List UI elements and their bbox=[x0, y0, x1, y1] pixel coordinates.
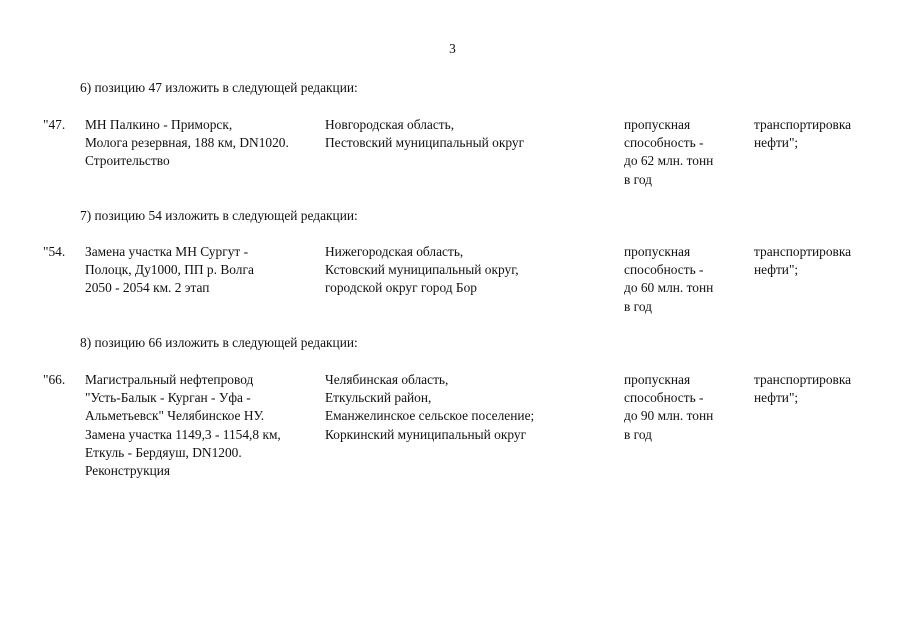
location-line: Коркинский муниципальный округ bbox=[325, 426, 527, 442]
object-name bbox=[85, 371, 281, 480]
object-purpose bbox=[754, 371, 851, 407]
location-line: Еманжелинское сельское поселение; bbox=[325, 408, 535, 424]
object-purpose bbox=[754, 243, 851, 279]
object-capacity bbox=[624, 371, 713, 444]
capacity-line: пропускная bbox=[624, 117, 691, 132]
object-name-line: "Усть-Балык - Курган - Уфа - bbox=[85, 390, 251, 406]
object-name-line: 2050 - 2054 км. 2 этап bbox=[85, 280, 210, 296]
object-name-line: Строительство bbox=[85, 153, 170, 169]
purpose-line: транспортировка bbox=[754, 244, 852, 259]
capacity-line: способность - bbox=[624, 262, 704, 278]
object-name-line: Реконструкция bbox=[85, 463, 171, 479]
location-line: Нижегородская область, bbox=[325, 244, 464, 259]
location-line: Еткульский район, bbox=[325, 390, 432, 406]
instruction-8: 8) позицию 66 изложить в следующей редакции: bbox=[80, 335, 358, 350]
capacity-line: пропускная bbox=[624, 244, 691, 259]
capacity-line: способность - bbox=[624, 390, 704, 406]
location-line: Челябинская область, bbox=[325, 372, 449, 387]
capacity-line: в год bbox=[624, 426, 652, 442]
object-name-line: Молога резервная, 188 км, DN1020. bbox=[85, 135, 289, 151]
object-name-line: Замена участка 1149,3 - 1154,8 км, bbox=[85, 426, 281, 442]
object-name-line: Альметьевск" Челябинское НУ. bbox=[85, 408, 265, 424]
object-name-line: Полоцк, Ду1000, ПП р. Волга bbox=[85, 262, 254, 278]
purpose-line: транспортировка bbox=[754, 117, 852, 132]
page-number: 3 bbox=[449, 41, 456, 56]
location-line: Кстовский муниципальный округ, bbox=[325, 262, 519, 278]
object-capacity bbox=[624, 243, 713, 316]
capacity-line: до 60 млн. тонн bbox=[624, 280, 714, 296]
capacity-line: до 62 млн. тонн bbox=[624, 153, 714, 169]
position-number: "54. bbox=[43, 244, 66, 259]
purpose-line: нефти"; bbox=[754, 135, 799, 151]
capacity-line: способность - bbox=[624, 135, 704, 151]
location-line: городской округ город Бор bbox=[325, 280, 478, 296]
instruction-7: 7) позицию 54 изложить в следующей редакции: bbox=[80, 208, 358, 223]
capacity-line: в год bbox=[624, 171, 652, 187]
position-number: "66. bbox=[43, 372, 66, 387]
object-location bbox=[325, 116, 524, 152]
object-name-line: Еткуль - Бердяуш, DN1200. bbox=[85, 444, 242, 460]
object-location bbox=[325, 243, 519, 298]
object-location bbox=[325, 371, 534, 444]
capacity-line: в год bbox=[624, 298, 652, 314]
instruction-6: 6) позицию 47 изложить в следующей редакции: bbox=[80, 80, 358, 95]
capacity-line: пропускная bbox=[624, 372, 691, 387]
location-line: Новгородская область, bbox=[325, 117, 455, 132]
object-name bbox=[85, 243, 254, 298]
position-number: "47. bbox=[43, 117, 66, 132]
object-name-line: МН Палкино - Приморск, bbox=[85, 117, 233, 132]
object-name-line: Магистральный нефтепровод bbox=[85, 372, 254, 387]
object-name bbox=[85, 116, 289, 171]
object-purpose bbox=[754, 116, 851, 152]
purpose-line: транспортировка bbox=[754, 372, 852, 387]
location-line: Пестовский муниципальный округ bbox=[325, 135, 525, 151]
object-capacity bbox=[624, 116, 713, 189]
object-name-line: Замена участка МН Сургут - bbox=[85, 244, 249, 259]
purpose-line: нефти"; bbox=[754, 262, 799, 278]
capacity-line: до 90 млн. тонн bbox=[624, 408, 714, 424]
purpose-line: нефти"; bbox=[754, 390, 799, 406]
